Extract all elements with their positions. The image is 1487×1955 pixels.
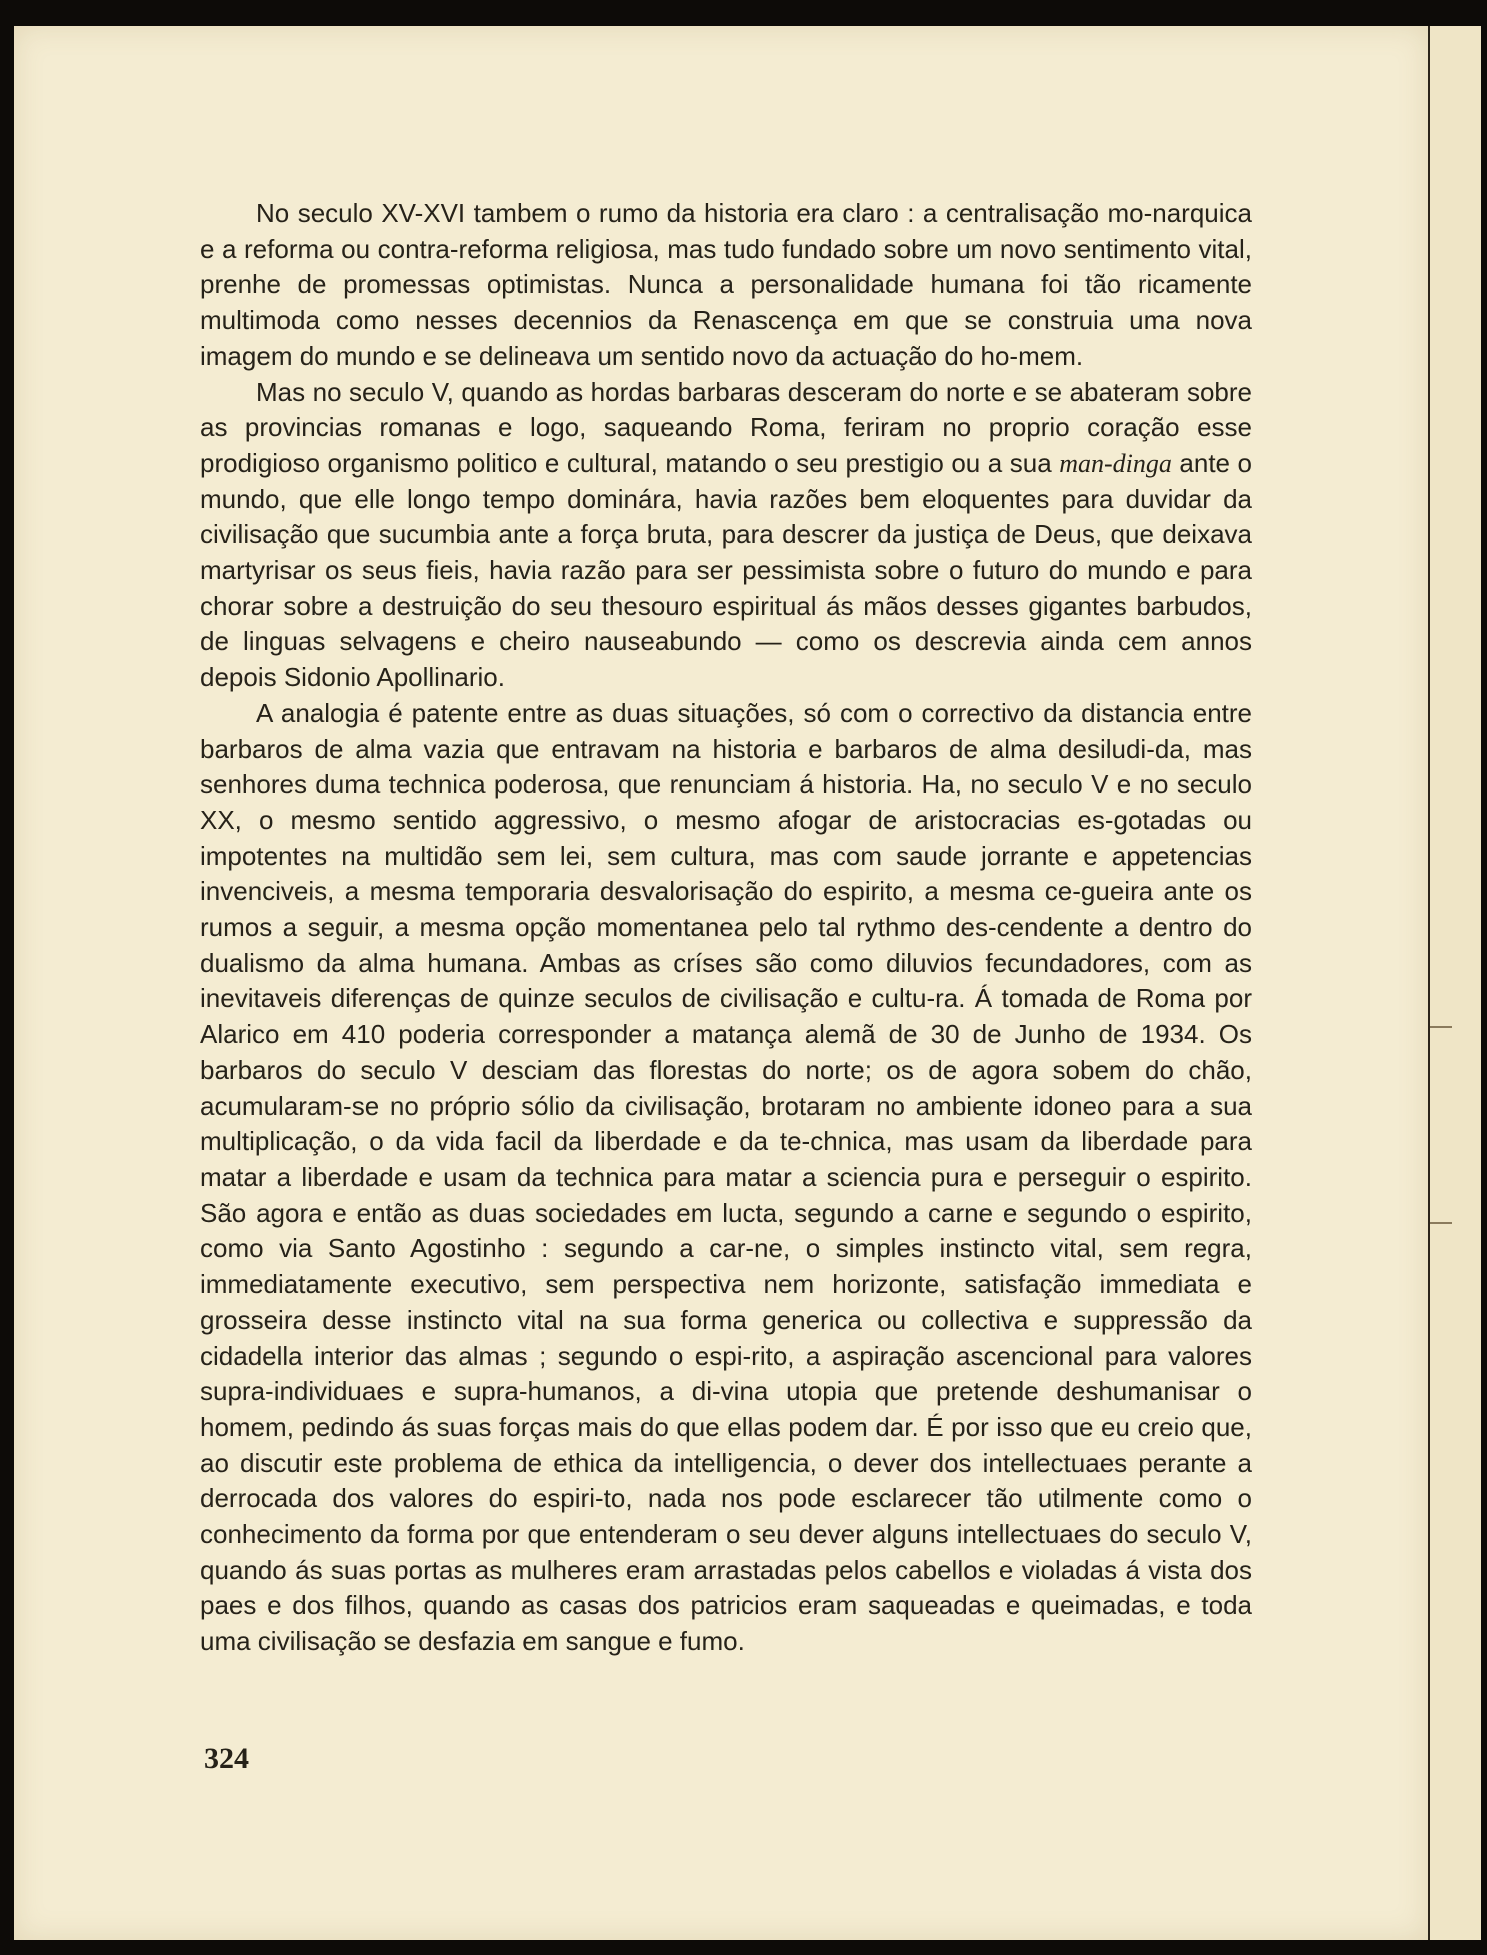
- paragraph-2-text-a: Mas no seculo V, quando as hordas barbaras desceram do norte e se abateram sobre as provincias romanas e logo, saqueando Roma, feriram no proprio coração esse prodigioso organismo politico e cultural, matando o seu prestigio ou a sua: [200, 376, 1252, 478]
- adjacent-page-edge: [1428, 26, 1481, 1940]
- paragraph-2-italic: man-dinga: [1059, 448, 1172, 478]
- body-text: [200, 196, 1252, 1660]
- paragraph-3: A analogia é patente entre as duas situações, só com o correctivo da distancia entre barbaros de alma vazia que entravam na historia e barbaros de alma desiludi-da, mas senhores duma technica poderosa, que renunciam á historia. Ha, no seculo V e no seculo XX, o mesmo sentido aggressivo, o mesmo afogar de aristocracias es-gotadas ou impotentes na multidão sem lei, sem cultura, mas com saude jorrante e appetencias invenciveis, a mesma temporaria desvalorisação do espirito, a mesma ce-gueira ante os rumos a seguir, a mesma opção momentanea pelo tal rythmo des-cendente a dentro do dualismo da alma humana. Ambas as críses são como diluvios fecundadores, com as inevitaveis diferenças de quinze seculos de civilisação e cultu-ra. Á tomada de Roma por Alarico em 410 poderia corresponder a matança alemã de 30 de Junho de 1934. Os barbaros do seculo V desciam das florestas do norte; os de agora sobem do chão, acumularam-se no próprio sólio da civilisação, brotaram no ambiente idoneo para a sua multiplicação, o da vida facil da liberdade e da te-chnica, mas usam da liberdade para matar a liberdade e usam da technica para matar a sciencia pura e perseguir o espirito. São agora e então as duas sociedades em lucta, segundo a carne e segundo o espirito, como via Santo Agostinho : segundo a car-ne, o simples instincto vital, sem regra, immediatamente executivo, sem perspectiva nem horizonte, satisfação immediata e grosseira desse instincto vital na sua forma generica ou collectiva e suppressão da cidadella interior das almas ; segundo o espi-rito, a aspiração ascencional para valores supra-individuaes e supra-humanos, a di-vina utopia que pretende deshumanisar o homem, pedindo ás suas forças mais do que ellas podem dar. É por isso que eu creio que, ao discutir este problema de ethica da intelligencia, o dever dos intellectuaes perante a derrocada dos valores do espiri-to, nada nos pode esclarecer tão utilmente como o conhecimento da forma por que entenderam o seu dever alguns intellectuaes do seculo V, quando ás suas portas as mulheres eram arrastadas pelos cabellos e violadas á vista dos paes e dos filhos, quando as casas dos patricios eram saqueadas e queimadas, e toda uma civilisação se desfazia em sangue e fumo.: [200, 697, 1252, 1657]
- paragraph-2-text-b: ante o mundo, que elle longo tempo dominára, havia razões bem eloquentes para duvidar da civilisação que sucumbia ante a força bruta, para descrer da justiça de Deus, que deixava martyrisar os seus fieis, havia razão para ser pessimista sobre o futuro do mundo e para chorar sobre a destruição do seu thesouro espiritual ás mãos desses gigantes barbudos, de linguas selvagens e cheiro nauseabundo — como os descrevia ainda cem annos depois Sidonio Apollinario.: [200, 447, 1252, 693]
- paragraph-2: [200, 375, 1252, 696]
- page-edge-mark: [1430, 1222, 1452, 1224]
- paragraph-1: No seculo XV-XVI tambem o rumo da historia era claro : a centralisação mo-narquica e a reforma ou contra-reforma religiosa, mas tudo fundado sobre um novo sentimento vital, prenhe de promessas optimistas. Nunca a personalidade humana foi tão ricamente multimoda como nesses decennios da Renascença em que se construia uma nova imagem do mundo e se delineava um sentido novo da actuação do ho-mem.: [200, 198, 1252, 371]
- page-edge-mark: [1430, 1026, 1452, 1028]
- page-number: 324: [204, 1742, 249, 1775]
